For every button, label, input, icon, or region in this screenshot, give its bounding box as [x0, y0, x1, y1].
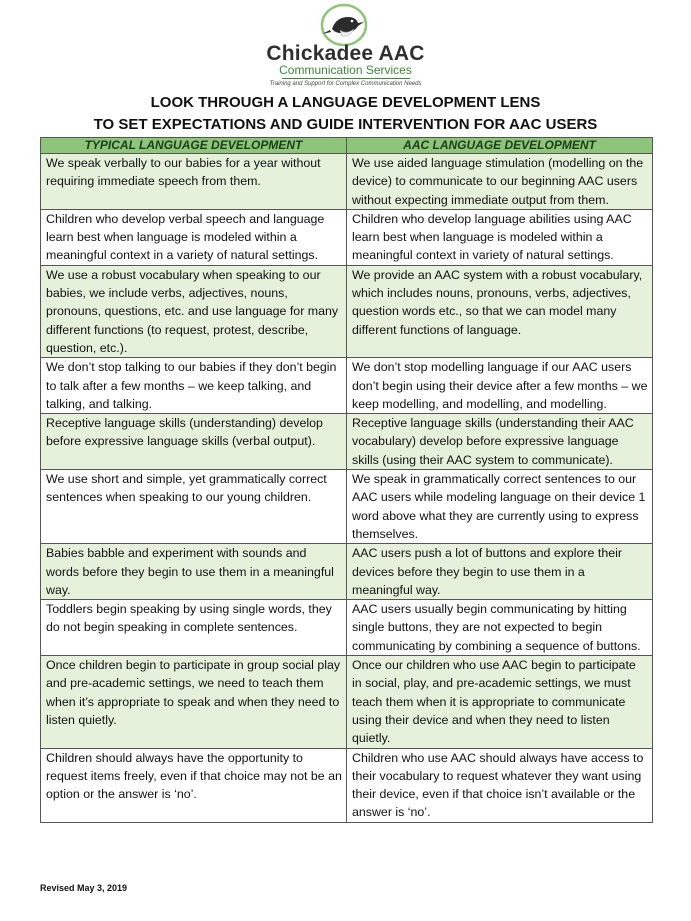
- logo: [0, 0, 691, 92]
- aac-cell: Children who develop language abilities using AAC learn best when language is modeled within a meaningful context in variety of natural settings.: [347, 209, 653, 265]
- aac-cell: We speak in grammatically correct sentences to our AAC users while modeling language on their device 1 word above what they are currently using to express themselves.: [347, 470, 653, 544]
- logo-subtitle: Communication Services: [279, 63, 412, 77]
- logo-tagline: Training and Support for Complex Communication Needs: [269, 81, 422, 87]
- chickadee-bird-icon: [318, 3, 370, 47]
- typical-cell: Receptive language skills (understanding) develop before expressive language skills (verbal output).: [41, 414, 347, 470]
- aac-cell: Once our children who use AAC begin to participate in social, play, and pre-academic settings, we must teach them when it is appropriate to communicate using their device and when they need to listen quietly.: [347, 656, 653, 748]
- table-row: [41, 470, 653, 544]
- typical-cell: We speak verbally to our babies for a year without requiring immediate speech from them.: [41, 154, 347, 210]
- table-row: [41, 265, 653, 357]
- table-row: [41, 748, 653, 822]
- typical-cell: Toddlers begin speaking by using single words, they do not begin speaking in complete sentences.: [41, 600, 347, 656]
- aac-cell: AAC users push a lot of buttons and explore their devices before they begin to use them in a meaningful way.: [347, 544, 653, 600]
- typical-cell: Babies babble and experiment with sounds and words before they begin to use them in a meaningful way.: [41, 544, 347, 600]
- table-row: [41, 209, 653, 265]
- header-typical: TYPICAL LANGUAGE DEVELOPMENT: [41, 138, 347, 154]
- typical-cell: Children who develop verbal speech and language learn best when language is modeled within a meaningful context in a variety of natural settings.: [41, 209, 347, 265]
- typical-cell: Once children begin to participate in group social play and pre-academic settings, we need to teach them when it’s appropriate to speak and when they need to listen quietly.: [41, 656, 347, 748]
- aac-cell: AAC users usually begin communicating by hitting single buttons, they are not expected to begin communicating by combining a sequence of buttons.: [347, 600, 653, 656]
- page-title-line-1: LOOK THROUGH A LANGUAGE DEVELOPMENT LENS: [150, 94, 541, 111]
- table-row: [41, 414, 653, 470]
- header-aac: AAC LANGUAGE DEVELOPMENT: [347, 138, 653, 154]
- aac-cell: We don’t stop modelling language if our AAC users don’t begin using their device after a few months – we keep modelling, and modelling, and modelling.: [347, 358, 653, 414]
- table-header-row: [41, 138, 653, 154]
- comparison-table: [40, 137, 653, 823]
- page-title-line-2: TO SET EXPECTATIONS AND GUIDE INTERVENTION FOR AAC USERS: [93, 116, 598, 133]
- table-row: [41, 154, 653, 210]
- aac-cell: We use aided language stimulation (modelling on the device) to communicate to our beginning AAC users without expecting immediate output from them.: [347, 154, 653, 210]
- table-row: [41, 544, 653, 600]
- typical-cell: Children should always have the opportunity to request items freely, even if that choice may not be an option or the answer is ‘no’.: [41, 748, 347, 822]
- logo-title: Chickadee AAC: [266, 42, 425, 65]
- aac-cell: We provide an AAC system with a robust vocabulary, which includes nouns, pronouns, verbs, adjectives, question words etc., so that we can model many different functions of language.: [347, 265, 653, 357]
- aac-cell: Children who use AAC should always have access to their vocabulary to request whatever they want using their device, even if that choice isn’t available or the answer is ‘no’.: [347, 748, 653, 822]
- typical-cell: We use a robust vocabulary when speaking to our babies, we include verbs, adjectives, nouns, pronouns, questions, etc. and use language for many different functions (to request, protest, describe, question, etc.).: [41, 265, 347, 357]
- aac-cell: Receptive language skills (understanding their AAC vocabulary) develop before expressive language skills (using their AAC system to communicate).: [347, 414, 653, 470]
- table-row: [41, 600, 653, 656]
- logo-divider: [282, 78, 410, 79]
- revision-date: Revised May 3, 2019: [40, 883, 128, 893]
- typical-cell: We don’t stop talking to our babies if they don’t begin to talk after a few months – we keep talking, and talking, and talking.: [41, 358, 347, 414]
- table-row: [41, 656, 653, 748]
- typical-cell: We use short and simple, yet grammatically correct sentences when speaking to our young children.: [41, 470, 347, 544]
- table-row: [41, 358, 653, 414]
